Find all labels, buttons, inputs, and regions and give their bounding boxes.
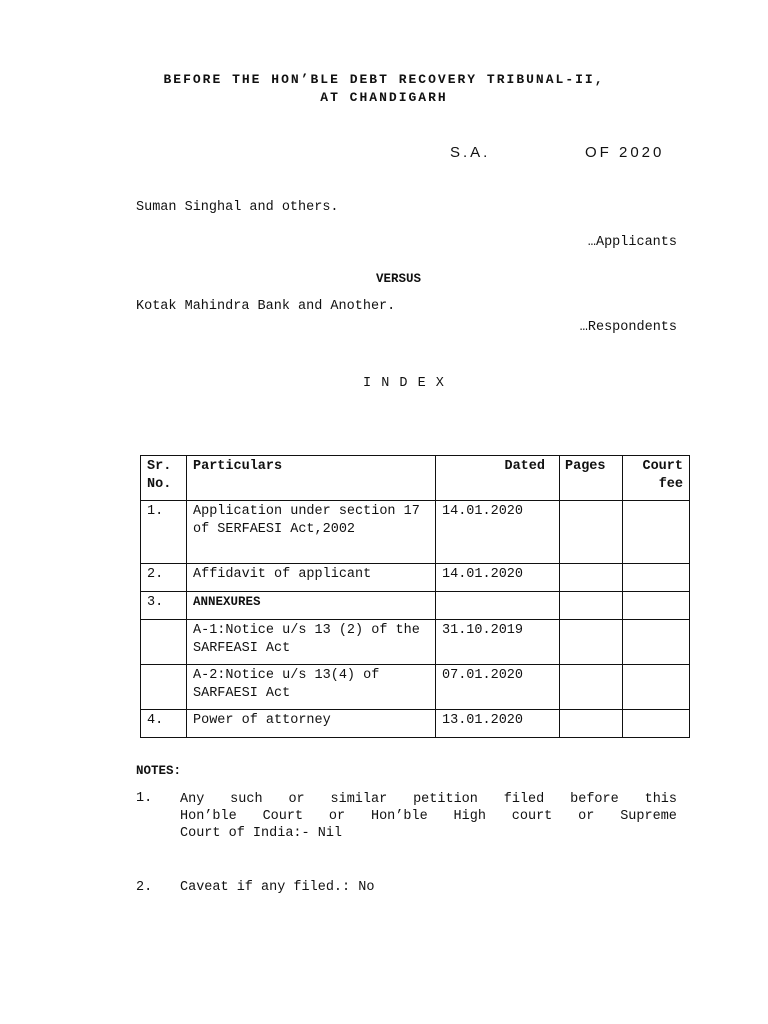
respondents-name: Kotak Mahindra Bank and Another. — [136, 299, 396, 314]
case-number-suffix: OF 2020 — [585, 144, 665, 161]
row-sr — [141, 620, 187, 665]
header-pages: Pages — [560, 456, 623, 501]
table-row — [141, 501, 690, 564]
tribunal-heading-line1: BEFORE THE HON’BLE DEBT RECOVERY TRIBUNAL-II, — [163, 72, 605, 87]
row-dated: 14.01.2020 — [436, 501, 560, 564]
row-dated: 13.01.2020 — [436, 710, 560, 738]
row-sr: 3. — [141, 592, 187, 620]
row-court-fee — [623, 620, 690, 665]
row-sr: 1. — [141, 501, 187, 564]
tribunal-heading-line2: AT CHANDIGARH — [320, 90, 448, 105]
table-row — [141, 620, 690, 665]
case-number-prefix: S.A. — [450, 144, 491, 161]
row-particulars: A-2:Notice u/s 13(4) of SARFAESI Act — [187, 665, 436, 710]
row-court-fee — [623, 665, 690, 710]
row-dated: 07.01.2020 — [436, 665, 560, 710]
header-court-fee: Court fee — [623, 456, 690, 501]
row-court-fee — [623, 710, 690, 738]
table-row — [141, 564, 690, 592]
row-particulars: Affidavit of applicant — [187, 564, 436, 592]
header-dated: Dated — [436, 456, 560, 501]
row-particulars: Power of attorney — [187, 710, 436, 738]
row-dated: 14.01.2020 — [436, 564, 560, 592]
row-sr: 4. — [141, 710, 187, 738]
versus-label: VERSUS — [376, 272, 422, 286]
note-text: Caveat if any filed.: No — [180, 880, 375, 895]
table-row — [141, 710, 690, 738]
note-number: 1. — [136, 791, 153, 806]
applicants-name: Suman Singhal and others. — [136, 200, 339, 215]
header-particulars: Particulars — [187, 456, 436, 501]
row-pages — [560, 564, 623, 592]
table-row — [141, 592, 690, 620]
applicants-label: …Applicants — [587, 235, 677, 250]
row-particulars: Application under section 17 of SERFAESI Act,2002 — [187, 501, 436, 564]
header-sr-no: Sr. No. — [141, 456, 187, 501]
table-row — [141, 665, 690, 710]
respondents-label: …Respondents — [579, 320, 677, 335]
note-text: Any such or similar petition filed before this Hon’ble Court or Hon’ble High court or Supreme Court of India:- Nil — [180, 792, 677, 841]
index-table — [140, 455, 690, 738]
row-pages — [560, 501, 623, 564]
row-dated — [436, 592, 560, 620]
row-pages — [560, 665, 623, 710]
row-court-fee — [623, 501, 690, 564]
row-court-fee — [623, 592, 690, 620]
note-number: 2. — [136, 880, 153, 895]
row-pages — [560, 620, 623, 665]
table-header-row — [141, 456, 690, 501]
row-particulars: A-1:Notice u/s 13 (2) of the SARFEASI Act — [187, 620, 436, 665]
row-sr: 2. — [141, 564, 187, 592]
row-court-fee — [623, 564, 690, 592]
row-particulars: ANNEXURES — [187, 592, 436, 620]
notes-title: NOTES: — [136, 764, 182, 778]
index-title: I N D E X — [363, 376, 445, 391]
row-pages — [560, 592, 623, 620]
row-sr — [141, 665, 187, 710]
row-pages — [560, 710, 623, 738]
row-dated: 31.10.2019 — [436, 620, 560, 665]
